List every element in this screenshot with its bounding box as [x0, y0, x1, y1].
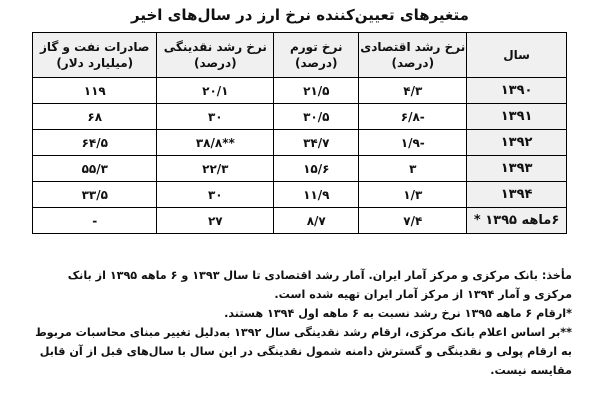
- cell-liquidity-growth: **۳۸/۸: [157, 130, 274, 156]
- footnote-single-star: *ارقام ۶ ماهه ۱۳۹۵ نرخ رشد نسبت به ۶ ماهه اول ۱۳۹۴ هستند.: [224, 307, 572, 320]
- cell-inflation: ۳۴/۷: [274, 130, 359, 156]
- cell-oil-gas-exports: ۳۳/۵: [33, 182, 157, 208]
- header-economic-growth: نرخ رشد اقتصادی (درصد): [359, 33, 467, 78]
- header-oil-gas-exports: صادرات نفت و گاز (میلیارد دلار): [33, 33, 157, 78]
- source-note: [32, 266, 572, 304]
- cell-liquidity-growth: ۲۷: [157, 208, 274, 234]
- cell-oil-gas-exports: ۵۵/۳: [33, 156, 157, 182]
- cell-inflation: ۸/۷: [274, 208, 359, 234]
- table-header-row: [33, 33, 567, 78]
- cell-liquidity-growth: ۳۰: [157, 104, 274, 130]
- footnote-double-star: **بر اساس اعلام بانک مرکزی، ارقام رشد نقدینگی سال ۱۳۹۲ به‌دلیل تغییر مبنای محاسبات مربوط به ارقام پولی و نقدینگی و گسترش دامنه شمول نقدینگی در این سال با سال‌های قبل از آن قابل مقایسه نیست.: [35, 326, 572, 377]
- cell-year: ۱۳۹۱: [467, 104, 567, 130]
- cell-inflation: ۱۵/۶: [274, 156, 359, 182]
- cell-liquidity-growth: ۲۰/۱: [157, 78, 274, 104]
- cell-economic-growth: ۴/۳: [359, 78, 467, 104]
- exchange-rate-factors-table: [32, 32, 567, 234]
- source-text: بانک مرکزی و مرکز آمار ایران. آمار رشد اقتصادی تا سال ۱۳۹۳ و ۶ ماهه ۱۳۹۵ از بانک مرکزی و آمار ۱۳۹۴ از مرکز آمار ایران تهیه شده است.: [67, 269, 572, 301]
- cell-economic-growth: ۱/۳: [359, 182, 467, 208]
- cell-economic-growth: ۷/۴: [359, 208, 467, 234]
- cell-economic-growth: -۱/۹: [359, 130, 467, 156]
- cell-year: ۱۳۹۴: [467, 182, 567, 208]
- table-row: [33, 208, 567, 234]
- header-inflation: نرخ تورم (درصد): [274, 33, 359, 78]
- header-year: سال: [467, 33, 567, 78]
- cell-year: ۱۳۹۲: [467, 130, 567, 156]
- cell-oil-gas-exports: ۶۸: [33, 104, 157, 130]
- cell-oil-gas-exports: ۶۴/۵: [33, 130, 157, 156]
- cell-year: ۶ماهه ۱۳۹۵ *: [467, 208, 567, 234]
- cell-year: ۱۳۹۰: [467, 78, 567, 104]
- cell-inflation: ۲۱/۵: [274, 78, 359, 104]
- cell-economic-growth: ۳: [359, 156, 467, 182]
- header-liquidity-growth: نرخ رشد نقدینگی (درصد): [157, 33, 274, 78]
- cell-economic-growth: -۶/۸: [359, 104, 467, 130]
- table-row: [33, 130, 567, 156]
- table-row: [33, 182, 567, 208]
- table-title: متغیرهای تعیین‌کننده نرخ ارز در سال‌های اخیر: [131, 6, 469, 24]
- table-row: [33, 156, 567, 182]
- cell-oil-gas-exports: ۱۱۹: [33, 78, 157, 104]
- table-row: [33, 78, 567, 104]
- cell-liquidity-growth: ۳۰: [157, 182, 274, 208]
- table-notes: [32, 266, 572, 380]
- cell-liquidity-growth: ۲۲/۳: [157, 156, 274, 182]
- cell-inflation: ۳۰/۵: [274, 104, 359, 130]
- source-label: مأخذ:: [541, 269, 572, 282]
- cell-year: ۱۳۹۳: [467, 156, 567, 182]
- table-row: [33, 104, 567, 130]
- cell-oil-gas-exports: -: [33, 208, 157, 234]
- cell-inflation: ۱۱/۹: [274, 182, 359, 208]
